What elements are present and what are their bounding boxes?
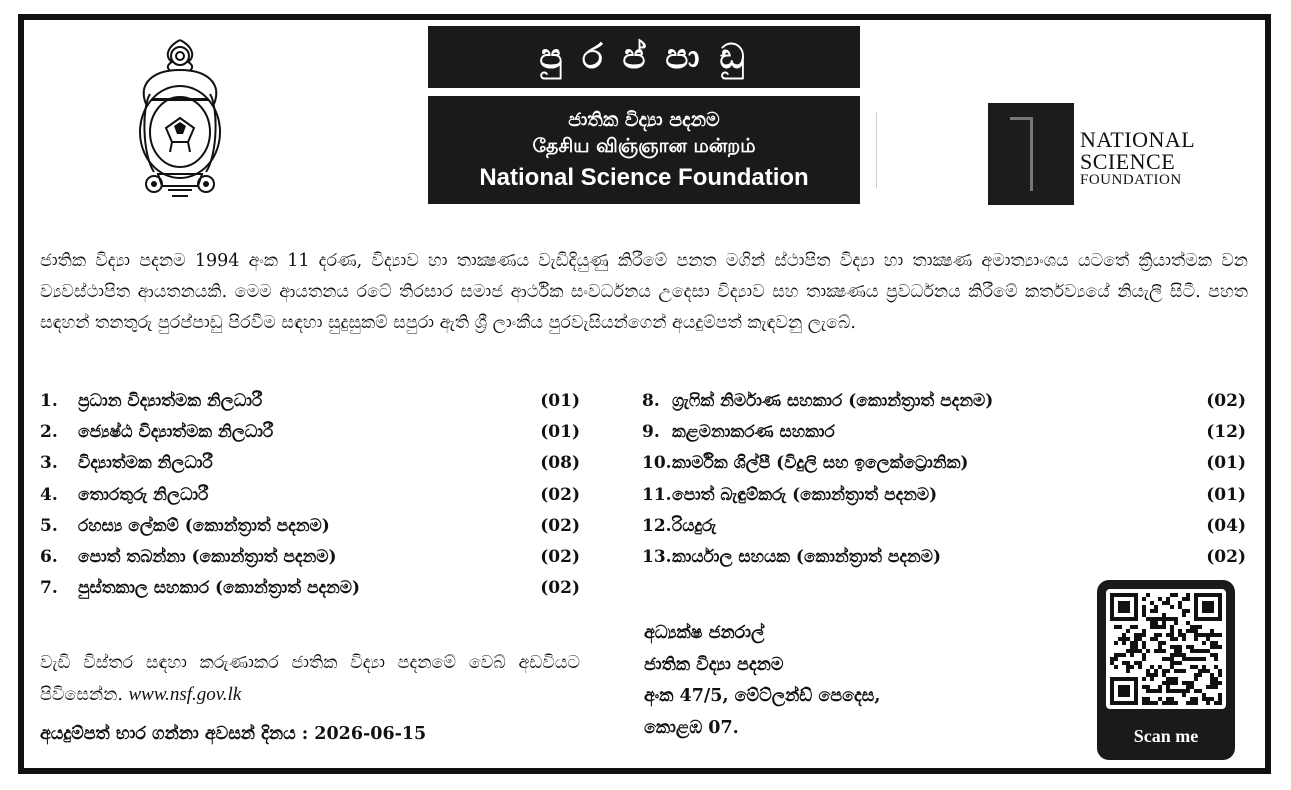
vacancy-title xyxy=(642,386,993,417)
qr-code-icon xyxy=(1110,593,1222,705)
vacancy-count: (12) xyxy=(1206,422,1246,443)
address-line-3: අංක 47/5, මේට්ලන්ඩ් පෙදෙස, xyxy=(644,686,881,706)
postal-address xyxy=(644,618,880,744)
vacancy-count: (01) xyxy=(1206,484,1246,505)
vacancy-list-right xyxy=(642,386,1246,573)
vacancy-list-left xyxy=(40,386,580,604)
vacancy-title-text: විද්‍යාත්මක නිලධාරී xyxy=(78,453,213,474)
vacancy-count: (02) xyxy=(1206,546,1246,567)
vacancy-number: 5. xyxy=(40,515,58,536)
vacancy-row xyxy=(40,511,580,542)
vacancy-row xyxy=(40,448,580,479)
vacancy-number: 6. xyxy=(40,546,58,567)
org-name-tamil: தேசிய விஞ்ஞான மன்றம் xyxy=(532,134,756,157)
nsf-logo-line3: FOUNDATION xyxy=(1080,172,1182,188)
intro-paragraph: ජාතික විද්‍යා පදනම 1994 අංක 11 දරණ, විද්‍යාව හා තාක්‍ෂණය වැඩිදියුණු කිරීමේ පනත මගින් ස්ථාපිත විද්‍යා හා තාක්‍ෂණ අමාත්‍යාංශය යටතේ ක්‍රියාත්මක වන ව්‍යවස්ථාපිත ආයතනයකි. මෙම ආයතනය රටේ තිරසාර සමාජ ආර්ථික සංවර්ධනය උදෙසා විද්‍යාව සහ තාක්‍ෂණය ප්‍රවර්ධනය කිරීමේ කර්තව්‍යයේ නියැලී සිටී. පහත සඳහන් තනතුරු පුරප්පාඩු පිරවීම සඳහා සුදුසුකම් සපුරා ඇති ශ්‍රී ලාංකීය පුරවැසියන්ගෙන් අයදුම්පත් කැඳවනු ලැබේ. xyxy=(40,251,1248,333)
qr-scan-label: Scan me xyxy=(1133,726,1199,746)
nsf-logo-line1: NATIONAL xyxy=(1080,127,1196,152)
vacancy-title xyxy=(40,511,330,542)
vacancy-title-text: කළමනාකරණ සහකාර xyxy=(672,422,835,443)
vacancy-title xyxy=(40,417,273,448)
address-line-1: අධ්‍යක්ෂ ජනරාල් xyxy=(644,623,765,643)
vacancy-number: 7. xyxy=(40,578,58,599)
vacancy-title-text: තොරතුරු නිලධාරී xyxy=(78,484,209,505)
vacancy-title xyxy=(40,573,360,604)
nsf-logo-text xyxy=(1080,129,1195,188)
vacancy-row xyxy=(642,542,1246,573)
vacancy-row xyxy=(642,386,1246,417)
vacancy-title xyxy=(642,480,937,511)
vacancy-number: 8. xyxy=(642,391,660,411)
nsf-logo xyxy=(988,103,1200,205)
vacancy-title xyxy=(40,542,337,573)
vacancy-count: (02) xyxy=(1206,391,1246,411)
nsf-logo-line2: SCIENCE xyxy=(1080,149,1176,174)
qr-code-card[interactable] xyxy=(1097,580,1235,760)
vacancy-number: 2. xyxy=(40,422,58,443)
vacancy-row xyxy=(40,542,580,573)
vacancy-number: 10. xyxy=(642,453,672,474)
vacancy-count: (04) xyxy=(1206,515,1246,536)
vacancy-count: (01) xyxy=(1206,453,1246,474)
vacancy-title xyxy=(642,448,968,479)
vacancy-row xyxy=(40,386,580,417)
vacancy-number: 3. xyxy=(40,453,58,474)
vacancy-row xyxy=(40,480,580,511)
vacancy-count: (01) xyxy=(540,391,580,411)
org-name-sinhala: ජාතික විද්‍යා පදනම xyxy=(568,108,720,131)
notice-title xyxy=(428,26,860,88)
vacancy-number: 1. xyxy=(40,391,58,411)
vacancy-row xyxy=(642,448,1246,479)
vacancy-number: 9. xyxy=(642,422,660,443)
vacancy-title-text: රියදුරු xyxy=(672,515,717,536)
vacancy-title-text: ප්‍රධාන විද්‍යාත්මක නිලධාරී xyxy=(78,391,263,411)
vacancy-count: (02) xyxy=(540,515,580,536)
website-link[interactable]: www.nsf.gov.lk xyxy=(128,684,242,705)
vacancy-row xyxy=(40,573,580,604)
vacancy-title-text: ග්‍රැෆික් නිර්මාණ සහකාර (කොන්ත්‍රාත් පදනම) xyxy=(672,391,994,411)
vacancy-count: (02) xyxy=(540,484,580,505)
vacancy-number: 12. xyxy=(642,515,672,536)
org-name-english: National Science Foundation xyxy=(479,163,809,191)
vacancy-number: 11. xyxy=(642,484,672,505)
vacancy-title xyxy=(40,386,262,417)
vacancy-row xyxy=(642,480,1246,511)
vacancy-title xyxy=(642,542,941,573)
vacancy-title-text: පොත් බැඳුම්කරු (කොන්ත්‍රාත් පදනම) xyxy=(672,484,938,505)
vacancy-title-text: කාර්යාල සහයක (කොන්ත්‍රාත් පදනම) xyxy=(672,546,941,567)
sri-lanka-emblem xyxy=(128,34,232,206)
vacancy-count: (02) xyxy=(540,546,580,567)
address-line-2: ජාතික විද්‍යා පදනම xyxy=(644,654,784,675)
vacancy-title xyxy=(642,417,835,448)
notice-title-text: පු ර ප් පා ඩු xyxy=(539,37,749,77)
vacancy-row xyxy=(642,511,1246,542)
vacancy-count: (08) xyxy=(540,453,580,474)
address-line-4: කොළඹ 07. xyxy=(644,717,739,738)
vacancy-number: 4. xyxy=(40,484,58,505)
vacancy-number: 13. xyxy=(642,546,672,567)
vacancy-title-text: කාර්මික ශිල්පී (විදුලි සහ ඉලෙක්ට්‍රොනික) xyxy=(672,453,969,474)
nsf-logo-mark-icon xyxy=(988,103,1074,205)
vacancy-title xyxy=(40,480,208,511)
vacancy-row xyxy=(40,417,580,448)
vacancy-title xyxy=(40,448,213,479)
more-info-text: වැඩි විස්තර සඳහා කරුණාකර ජාතික විද්‍යා පදනමේ වෙබ් අඩවියට පිවිසෙන්න. xyxy=(40,653,580,705)
vacancy-title-text: පොත් තබන්නා (කොන්ත්‍රාත් පදනම) xyxy=(78,546,337,567)
application-deadline: අයදුම්පත් භාර ගන්නා අවසන් දිනය : 2026-06-15 xyxy=(40,724,427,744)
vacancy-count: (02) xyxy=(540,578,580,599)
organization-name-box xyxy=(428,96,860,204)
vacancy-title-text: පුස්තකාල සහකාර (කොන්ත්‍රාත් පදනම) xyxy=(78,578,361,599)
header-divider xyxy=(876,112,877,188)
vacancy-title-text: ජ්‍යෙෂ්ඨ විද්‍යාත්මක නිලධාරී xyxy=(78,422,274,443)
more-info-paragraph xyxy=(40,648,580,711)
vacancy-count: (01) xyxy=(540,422,580,443)
vacancy-row xyxy=(642,417,1246,448)
vacancy-title-text: රහස්‍ය ලේකම් (කොන්ත්‍රාත් පදනම) xyxy=(78,515,330,536)
vacancy-title xyxy=(642,511,716,542)
